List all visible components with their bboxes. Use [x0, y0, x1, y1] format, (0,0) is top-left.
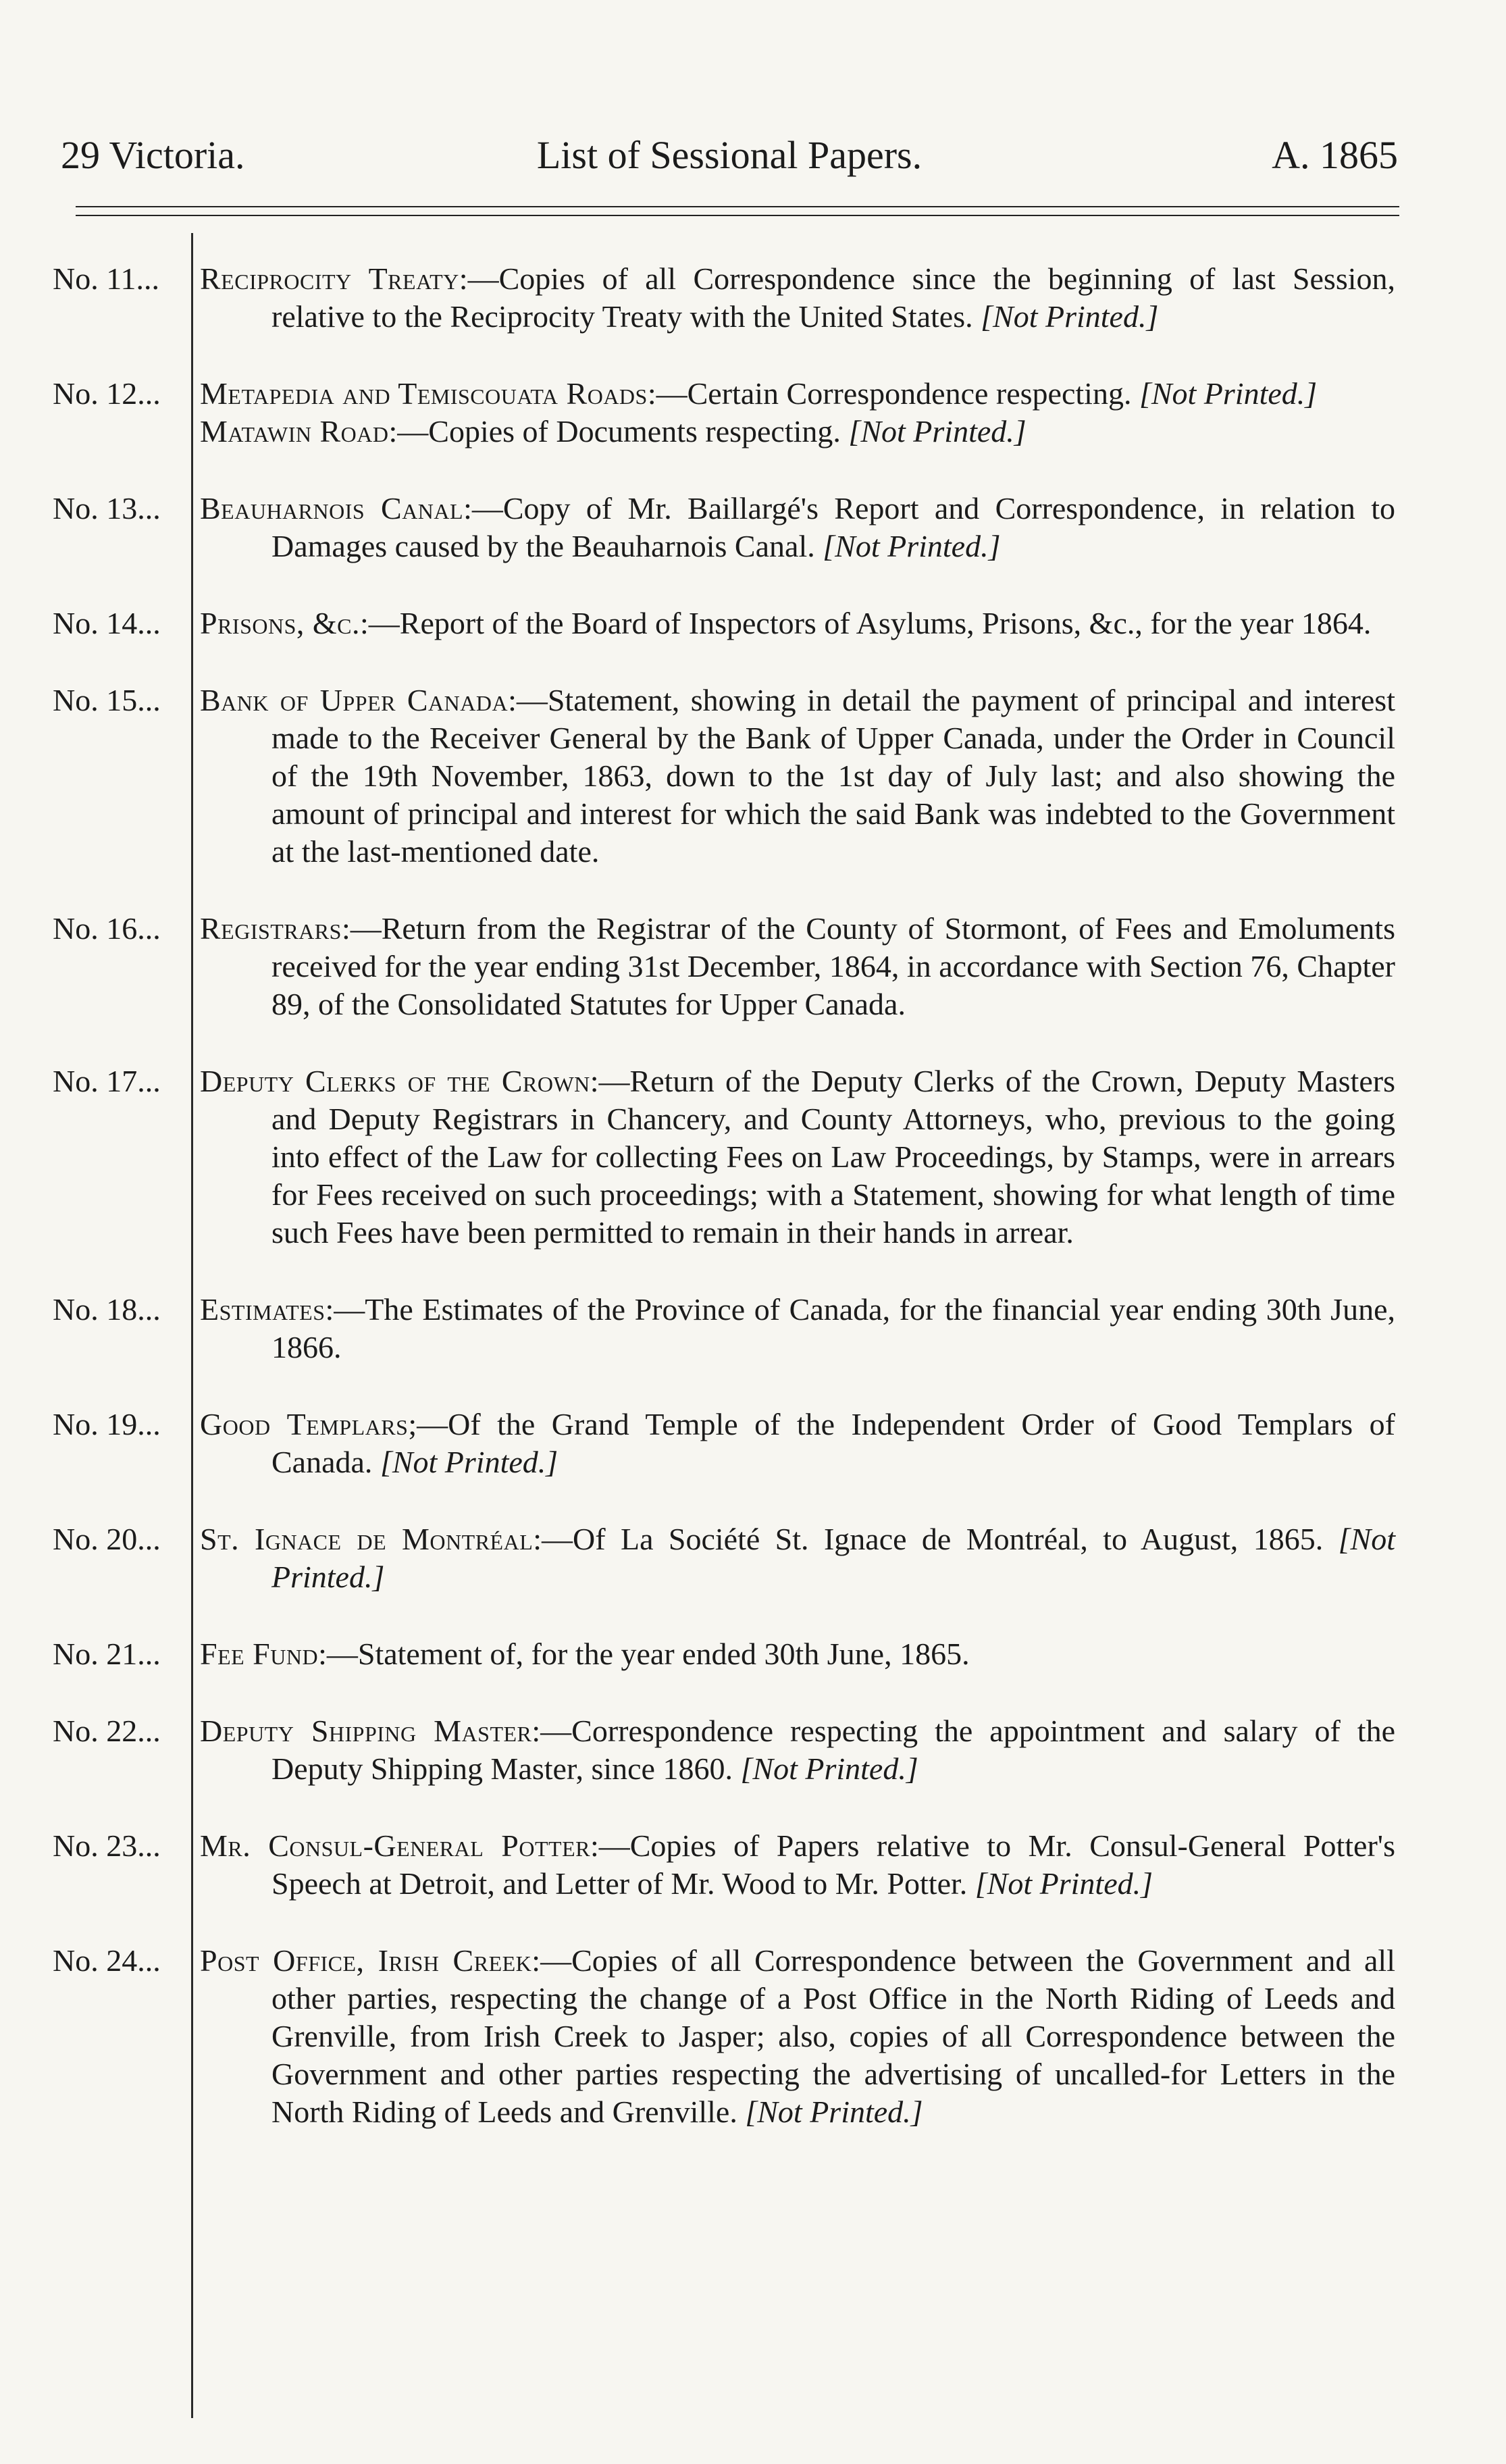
subject-heading: Reciprocity Treaty: [200, 261, 459, 296]
sessional-papers-list: [0, 260, 1506, 2170]
paper-subject: [200, 1291, 1395, 1366]
paper-description: [200, 1291, 1395, 1366]
paper-entry: [0, 1942, 1506, 2131]
paper-description: [200, 682, 1395, 871]
subject-heading: Mr. Consul-General Potter: [200, 1828, 590, 1863]
paper-subject: [200, 682, 1395, 871]
subject-text: ;—Of the Grand Temple of the Independent Order of Good Templars of Canada.: [271, 1407, 1395, 1479]
paper-subject: [200, 910, 1395, 1023]
paper-description: [200, 1635, 1395, 1673]
paper-description: [200, 1520, 1395, 1596]
paper-number: No. 15...: [53, 683, 161, 717]
paper-entry: [0, 1291, 1506, 1366]
paper-description: [200, 260, 1395, 336]
subject-heading: Fee Fund: [200, 1637, 319, 1671]
paper-subject: [200, 1712, 1395, 1788]
subject-heading: Metapedia and Temiscouata Roads: [200, 376, 648, 411]
subject-text: :—Copies of Documents respecting.: [388, 414, 841, 448]
paper-number: No. 19...: [53, 1407, 161, 1441]
header-year: A. 1865: [1272, 133, 1398, 177]
paper-description: [200, 375, 1395, 451]
paper-description: [200, 1942, 1395, 2131]
printing-note: [Not Printed.]: [975, 1866, 1153, 1901]
running-header: [61, 125, 1398, 186]
paper-subject: [200, 1520, 1395, 1596]
subject-heading: Deputy Shipping Master: [200, 1714, 532, 1748]
header-title: List of Sessional Papers.: [536, 133, 923, 177]
paper-entry: [0, 1062, 1506, 1252]
subject-text: :—Copies of all Correspondence since the beginning of last Session, relative to the Reciprocity Treaty with the United States.: [271, 261, 1396, 334]
subject-text: :—Of La Société St. Ignace de Montréal, to August, 1865.: [533, 1522, 1324, 1556]
paper-number: No. 14...: [53, 606, 161, 640]
subject-heading: Good Templars: [200, 1407, 409, 1441]
printing-note: [Not Printed.]: [848, 414, 1027, 448]
subject-text: :—Copy of Mr. Baillargé's Report and Correspondence, in relation to Damages caused by the Beauharnois Canal.: [271, 491, 1395, 563]
paper-number: No. 23...: [53, 1828, 161, 1863]
paper-number: No. 20...: [53, 1522, 161, 1556]
subject-text: :—Report of the Board of Inspectors of Asylums, Prisons, &c., for the year 1864.: [360, 606, 1372, 640]
paper-description: [200, 605, 1395, 642]
paper-entry: [0, 1827, 1506, 1903]
paper-entry: [0, 1406, 1506, 1481]
paper-description: [200, 1712, 1395, 1788]
paper-description: [200, 910, 1395, 1023]
paper-number: No. 16...: [53, 911, 161, 946]
paper-entry: [0, 490, 1506, 565]
printing-note: [Not Printed.]: [823, 529, 1001, 563]
paper-number: No. 22...: [53, 1714, 161, 1748]
subject-heading: Bank of Upper Canada: [200, 683, 509, 717]
paper-number: No. 12...: [53, 376, 161, 411]
printing-note: [Not Printed.]: [745, 2095, 923, 2129]
subject-text: :—Copies of all Correspondence between the Government and all other parties, respecting the change of a Post Office in the North Riding of Leeds and Grenville, from Irish Creek to Jasper; also, copies of all Correspondence between the Government and other parties respecting the advertising of uncalled-for Letters in the North Riding of Leeds and Grenville.: [271, 1943, 1395, 2129]
subject-text: :—Return of the Deputy Clerks of the Crown, Deputy Masters and Deputy Registrars in Chancery, and County Attorneys, who, previous to the going into effect of the Law for collecting Fees on Law Proceedings, by Stamps, were in arrears for Fees received on such proceedings; with a Statement, showing for what length of time such Fees have been permitted to remain in their hands in arrear.: [271, 1064, 1395, 1250]
subject-heading: Beauharnois Canal: [200, 491, 464, 525]
paper-subject: [200, 375, 1395, 413]
subject-heading: Registrars: [200, 911, 342, 946]
paper-description: [200, 490, 1395, 565]
subject-heading: Deputy Clerks of the Crown: [200, 1064, 590, 1098]
subject-text: :—The Estimates of the Province of Canada, for the financial year ending 30th June, 1866.: [271, 1292, 1395, 1364]
subject-text: :—Certain Correspondence respecting.: [647, 376, 1132, 411]
paper-subject: [200, 413, 1395, 451]
paper-subject: [200, 1827, 1395, 1903]
paper-entry: [0, 1635, 1506, 1673]
paper-subject: [200, 260, 1395, 336]
paper-entry: [0, 260, 1506, 336]
paper-subject: [200, 490, 1395, 565]
paper-description: [200, 1406, 1395, 1481]
paper-entry: [0, 605, 1506, 642]
subject-text: :—Statement of, for the year ended 30th June, 1865.: [318, 1637, 970, 1671]
printing-note: [Not Printed.]: [740, 1751, 918, 1786]
header-rule-bottom: [76, 215, 1399, 216]
paper-subject: [200, 1062, 1395, 1252]
header-rule-top: [76, 206, 1399, 207]
printing-note: [Not Printed.]: [271, 1522, 1395, 1594]
paper-description: [200, 1062, 1395, 1252]
paper-entry: [0, 1520, 1506, 1596]
printing-note: [Not Printed.]: [981, 299, 1159, 334]
paper-number: No. 17...: [53, 1064, 161, 1098]
paper-number: No. 18...: [53, 1292, 161, 1327]
subject-heading: St. Ignace de Montréal: [200, 1522, 534, 1556]
subject-text: :—Correspondence respecting the appointment and salary of the Deputy Shipping Master, since 1860.: [271, 1714, 1395, 1786]
paper-number: No. 24...: [53, 1943, 161, 1978]
paper-subject: [200, 1635, 1395, 1673]
subject-text: :—Copies of Papers relative to Mr. Consul-General Potter's Speech at Detroit, and Letter of Mr. Wood to Mr. Potter.: [271, 1828, 1395, 1901]
paper-entry: [0, 682, 1506, 871]
printing-note: [Not Printed.]: [1139, 376, 1318, 411]
paper-entry: [0, 910, 1506, 1023]
paper-entry: [0, 375, 1506, 451]
paper-number: No. 13...: [53, 491, 161, 525]
paper-description: [200, 1827, 1395, 1903]
paper-subject: [200, 605, 1395, 642]
printing-note: [Not Printed.]: [380, 1445, 559, 1479]
subject-text: :—Return from the Registrar of the County of Stormont, of Fees and Emoluments received for the year ending 31st December, 1864, in accordance with Section 76, Chapter 89, of the Consolidated Statutes for Upper Canada.: [271, 911, 1395, 1021]
subject-heading: Prisons, &c.: [200, 606, 361, 640]
paper-number: No. 11...: [53, 261, 160, 296]
header-volume: 29 Victoria.: [61, 133, 245, 177]
subject-text: :—Statement, showing in detail the payment of principal and interest made to the Receiver General by the Bank of Upper Canada, under the Order in Council of the 19th November, 1863, down to the 1st day of July last; and also showing the amount of principal and interest for which the said Bank was indebted to the Government at the last-mentioned date.: [271, 683, 1395, 869]
paper-number: No. 21...: [53, 1637, 161, 1671]
subject-heading: Matawin Road: [200, 414, 389, 448]
subject-heading: Post Office, Irish Creek: [200, 1943, 532, 1978]
paper-subject: [200, 1406, 1395, 1481]
paper-entry: [0, 1712, 1506, 1788]
paper-subject: [200, 1942, 1395, 2131]
subject-heading: Estimates: [200, 1292, 326, 1327]
